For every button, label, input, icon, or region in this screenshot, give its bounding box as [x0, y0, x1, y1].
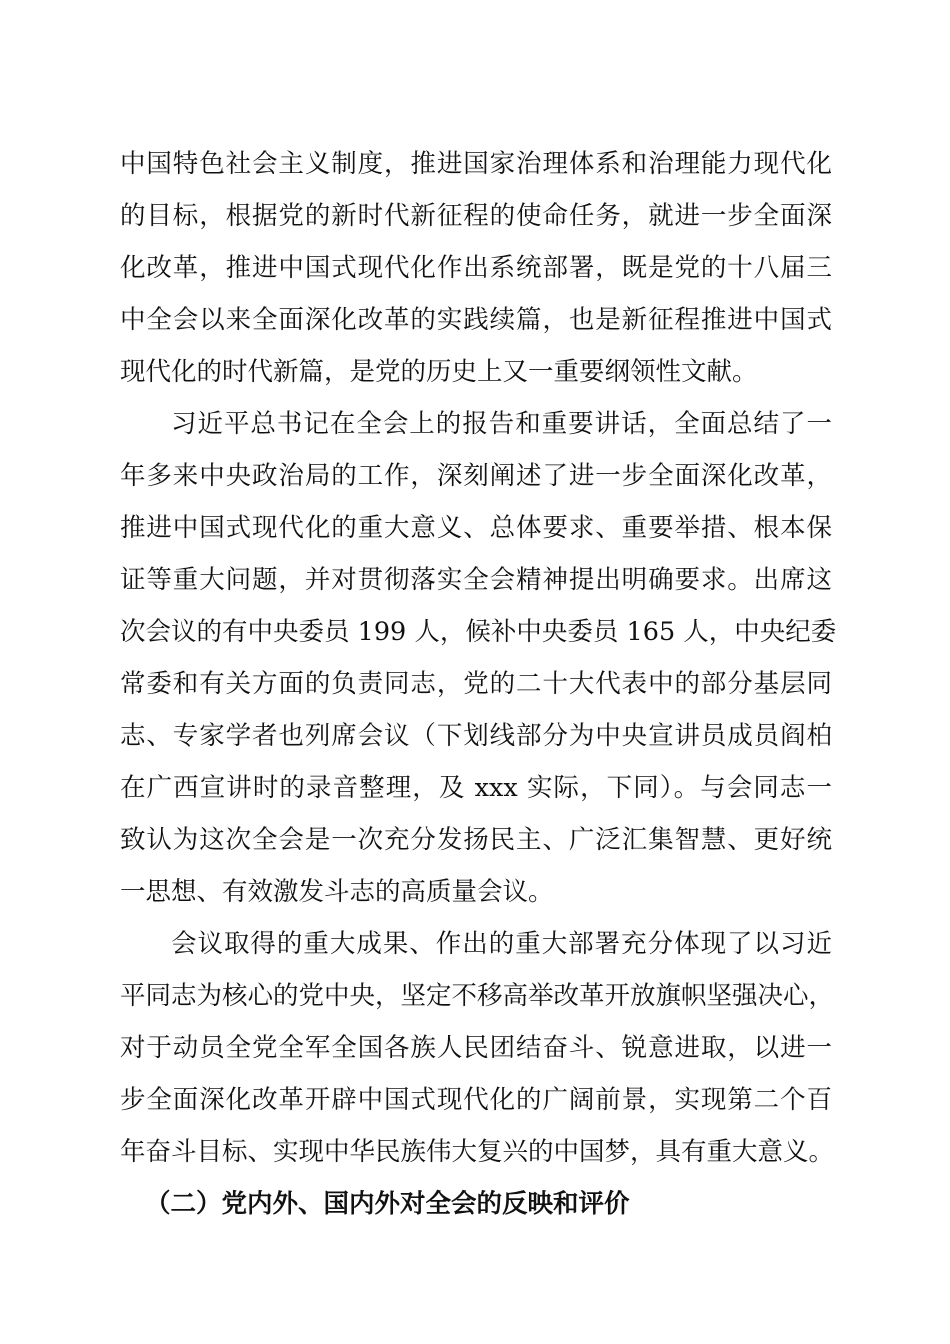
text-line: 致认为这次全会是一次充分发扬民主、广泛汇集智慧、更好统 — [120, 825, 832, 855]
text-line: 对于动员全党全军全国各族人民团结奋斗、锐意进取，以进一 — [120, 1033, 832, 1063]
text-line: 常委和有关方面的负责同志，党的二十大代表中的部分基层同 — [120, 669, 832, 699]
text-line: 一思想、有效激发斗志的高质量会议。 — [120, 877, 554, 907]
text-line: 步全面深化改革开辟中国式现代化的广阔前景，实现第二个百 — [120, 1085, 832, 1115]
text-line: 平同志为核心的党中央，坚定不移高举改革开放旗帜坚强决心， — [120, 981, 835, 1011]
text-line: 习近平总书记在全会上的报告和重要讲话，全面总结了一 — [171, 409, 832, 439]
text-line: 现代化的时代新篇，是党的历史上又一重要纲领性文献。 — [120, 357, 758, 387]
text-line: 中国特色社会主义制度，推进国家治理体系和治理能力现代化 — [120, 149, 832, 179]
text-line: 年奋斗目标、实现中华民族伟大复兴的中国梦，具有重大意义。 — [120, 1137, 835, 1167]
text-line: 化改革，推进中国式现代化作出系统部署，既是党的十八届三 — [120, 253, 832, 283]
text-line: 会议取得的重大成果、作出的重大部署充分体现了以习近 — [171, 929, 832, 959]
paragraph — [120, 138, 832, 398]
document-body — [120, 138, 837, 1230]
text-line: 次会议的有中央委员 199 人，候补中央委员 165 人，中央纪委 — [120, 617, 837, 647]
text-line: 志、专家学者也列席会议（下划线部分为中央宣讲员成员阎柏 — [120, 721, 832, 751]
text-line: 在广西宣讲时的录音整理，及 xxx 实际，下同）。与会同志一 — [120, 773, 832, 803]
text-line: 证等重大问题，并对贯彻落实全会精神提出明确要求。出席这 — [120, 565, 832, 595]
text-line: 的目标，根据党的新时代新征程的使命任务，就进一步全面深 — [120, 201, 832, 231]
text-line: 推进中国式现代化的重大意义、总体要求、重要举措、根本保 — [120, 513, 832, 543]
section-heading: （二）党内外、国内外对全会的反映和评价 — [145, 1189, 630, 1219]
paragraph — [120, 918, 835, 1178]
text-line: 中全会以来全面深化改革的实践续篇，也是新征程推进中国式 — [120, 305, 832, 335]
text-line: 年多来中央政治局的工作，深刻阐述了进一步全面深化改革， — [120, 461, 832, 491]
paragraph — [120, 398, 837, 918]
